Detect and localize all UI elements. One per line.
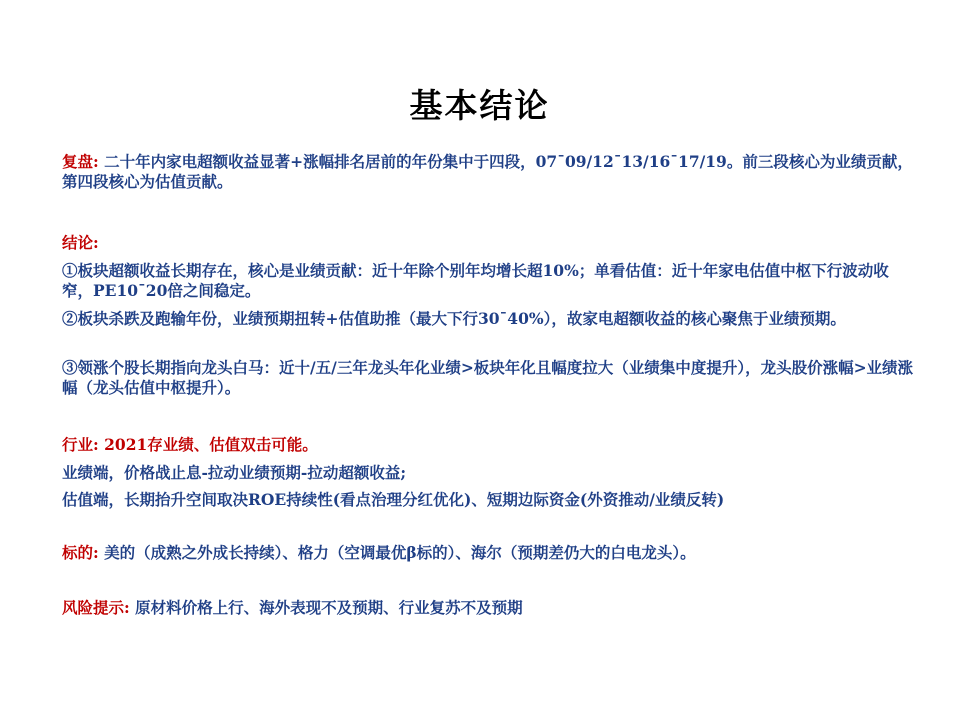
slide-title: 基本结论 [409, 86, 550, 125]
review-label: 复盘: [62, 152, 99, 171]
review-paragraph [62, 152, 914, 192]
industry-paragraph [62, 435, 914, 455]
conclusion-item-1: ①板块超额收益长期存在，核心是业绩贡献：近十年除个别年均增长超10%；单看估值：近十年家电估值中枢下行波动收窄，PE10¯20倍之间稳定。 [62, 261, 889, 300]
conclusion-item-3: ③领涨个股长期指向龙头白马：近十/五/三年龙头年化业绩>板块年化且幅度拉大（业绩集中度提升），龙头股价涨幅>业绩涨幅（龙头估值中枢提升）。 [62, 358, 914, 397]
industry-line-earnings: 业绩端，价格战止息-拉动业绩预期-拉动超额收益; [62, 463, 407, 482]
conclusion-item-2: ②板块杀跌及跑输年份，业绩预期扭转+估值助推（最大下行30¯40%），故家电超额收益的核心聚焦于业绩预期。 [62, 309, 846, 328]
targets-paragraph [62, 543, 914, 563]
targets-label: 标的: [62, 543, 99, 562]
risk-text: 原材料价格上行、海外表现不及预期、行业复苏不及预期 [129, 598, 523, 617]
industry-line-valuation: 估值端，长期抬升空间取决ROE持续性(看点治理分红优化)、短期边际资金(外资推动/业绩反转) [62, 490, 725, 509]
industry-label: 行业: [62, 435, 99, 454]
review-text: 二十年内家电超额收益显著+涨幅排名居前的年份集中于四段，07¯09/12¯13/16¯17/19。前三段核心为业绩贡献，第四段核心为估值贡献。 [62, 152, 913, 191]
industry-headline: 2021存业绩、估值双击可能。 [98, 435, 318, 454]
conclusion-label-line [62, 233, 914, 253]
risk-paragraph [62, 598, 914, 618]
risk-label: 风险提示: [62, 598, 130, 617]
targets-text: 美的（成熟之外成长持续）、格力（空调最优β标的）、海尔（预期差仍大的白电龙头）。 [98, 543, 696, 562]
conclusion-label: 结论: [62, 233, 99, 252]
